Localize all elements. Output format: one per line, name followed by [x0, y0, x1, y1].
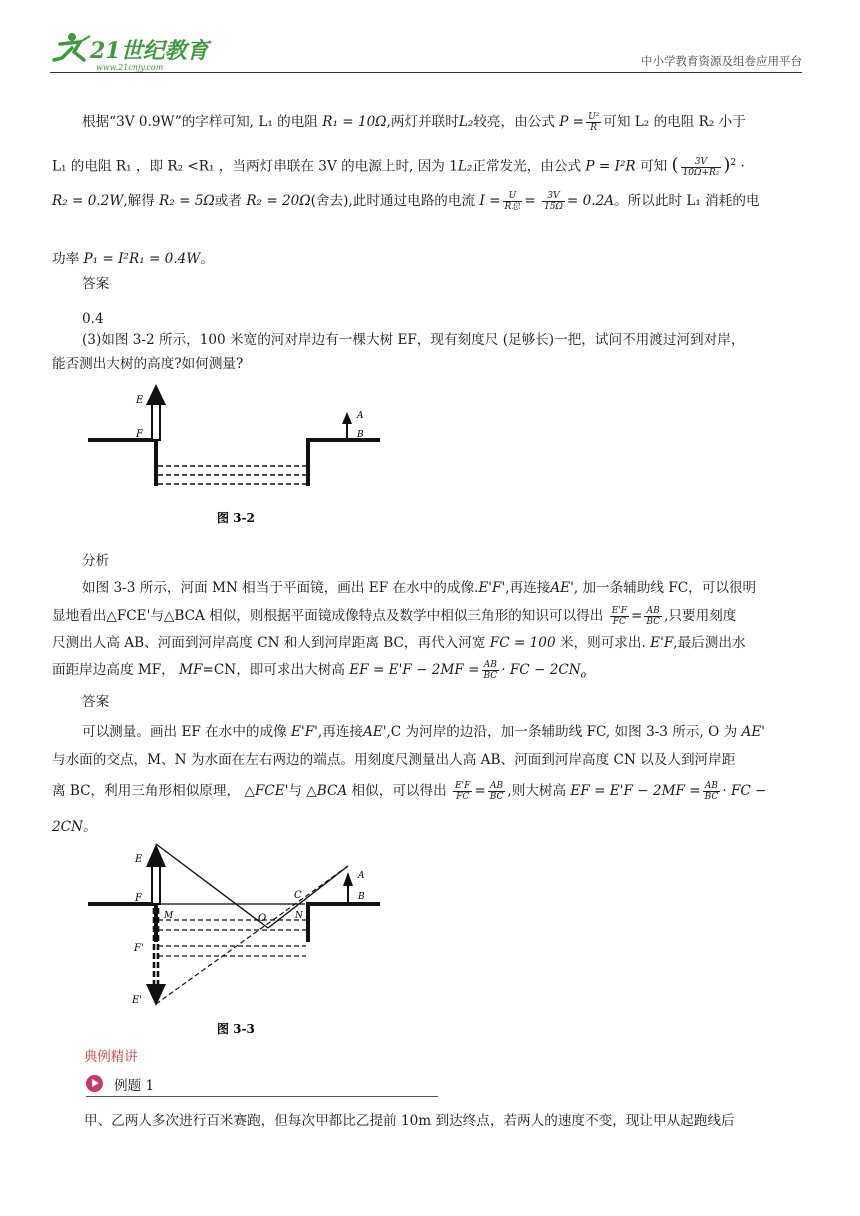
para1-line4: 功率 P₁ = I²R₁ = 0.4W。 — [52, 251, 214, 267]
fig2-label-F-prime: F' — [134, 943, 144, 954]
platform-name: 中小学教育资源及组卷应用平台 — [641, 54, 802, 68]
fig2-label-O: O — [258, 913, 267, 924]
fig2-caption: 图 3-3 — [217, 1022, 255, 1036]
fig1-caption: 图 3-2 — [217, 511, 255, 525]
figure-3-2 — [86, 378, 386, 528]
analysis-line1: 如图 3-3 所示，河面 MN 相当于平面镜，画出 EF 在水中的成像.E'F',再连接AE', 加一条辅助线 FC，可以很明 — [82, 580, 757, 596]
fig2-label-F: F — [135, 893, 142, 904]
logo-url: www.21cnjy.com — [96, 63, 164, 72]
answer-value-1: 0.4 — [82, 311, 104, 327]
answer2-line4: 2CN。 — [52, 819, 97, 835]
fig2-label-E-prime: E' — [132, 995, 143, 1006]
question3-line2: 能否测出大树的高度?如何测量? — [52, 356, 244, 372]
question3-line1: (3)如图 3-2 所示，100 米宽的河对岸边有一棵大树 EF，现有刻度尺 (足够长)一把，试问不用渡过河到对岸， — [82, 332, 745, 348]
fig2-label-N: N — [295, 911, 303, 921]
example-title: 例题 1 — [114, 1078, 155, 1094]
para1-line2: L₁ 的电阻 R₁ ，即 R₂ <R₁ ，当两灯串联在 3V 的电源上时, 因为 1L₂正常发光，由公式 P = I²R 可知 ( $\frac{3V}{\text{10Ω+R₂}}$ )$^2$ · — [52, 154, 745, 178]
fig1-label-A: A — [357, 411, 364, 421]
fig1-label-B: B — [357, 430, 364, 440]
para1-line1: 根据“3V 0.9W”的字样可知, L₁ 的电阻 R₁ = 10Ω,两灯并联时L₂较亮，由公式 P = $\frac{\text{U²}}{R}$ 可知 L₂ 的电阻 R₂ 小于 — [82, 112, 746, 133]
analysis-line3: 尺测出人高 AB、河面到河岸高度 CN 和人到河岸距离 BC，再代入河宽 FC = 100 米，则可求出. E'F,最后测出水 — [52, 635, 746, 651]
analysis-label: 分析 — [82, 553, 110, 569]
para1-line3: R₂ = 0.2W,解得 R₂ = 5Ω或者 R₂ = 20Ω(舍去),此时通过电路的电流 I = $\frac{U}{\text{R总}}$ = $\frac{3V}{15\Omega}$ = 0.2A。所以此时 L₁ 消耗的电 — [52, 191, 760, 212]
answer-label-2: 答案 — [82, 694, 110, 710]
fig2-label-A: A — [358, 871, 365, 881]
answer2-line2: 与水面的交点，M、N 为水面在左右两边的端点。用刻度尺测量出人高 AB、河面到河岸高度 CN 以及人到河岸距 — [52, 752, 736, 768]
figure-3-3 — [86, 838, 386, 1038]
fig2-label-E: E — [135, 854, 143, 865]
fig2-label-C: C — [294, 890, 302, 901]
fig1-label-E: E — [136, 395, 144, 406]
page-header — [50, 28, 802, 73]
example-text: 甲、乙两人多次进行百米赛跑，但每次甲都比乙提前 10m 到达终点，若两人的速度不变，现让甲从起跑线后 — [84, 1113, 735, 1129]
logo-text: 21世纪教育 — [90, 38, 209, 64]
fig2-label-B: B — [358, 892, 365, 902]
logo — [50, 30, 230, 72]
section-title: 典例精讲 — [84, 1050, 138, 1065]
analysis-line2: 显地看出△FCE'与△BCA 相似，则根据平面镜成像特点及数学中相似三角形的知识可以得出 $\frac{E'F}{FC}$ = $\frac{AB}{BC}$ ,只要用刻度 — [52, 606, 737, 627]
answer-label-1: 答案 — [82, 276, 110, 292]
fig2-label-M: M — [164, 911, 174, 921]
analysis-line4: 面距岸边高度 MF， MF=CN，即可求出大树高 EF = E'F − 2MF = $\frac{AB}{BC}$ · FC − $2CN_o$ — [52, 660, 587, 681]
answer2-line1: 可以测量。画出 EF 在水中的成像 E'F',再连接AE',C 为河岸的边沿，加一条辅助线 FC, 如图 3-3 所示, O 为 AE' — [82, 724, 765, 740]
example-header — [86, 1072, 438, 1097]
answer2-line3: 离 BC，利用三角形相似原理， △FCE'与 △BCA 相似，可以得出 $\frac{E'F}{FC}$ = $\frac{AB}{BC}$ ,则大树高 EF = E'F − 2MF = $\frac{AB}{BC}$ · FC − — [52, 781, 767, 802]
play-icon — [86, 1075, 103, 1092]
fig1-label-F: F — [136, 429, 143, 440]
